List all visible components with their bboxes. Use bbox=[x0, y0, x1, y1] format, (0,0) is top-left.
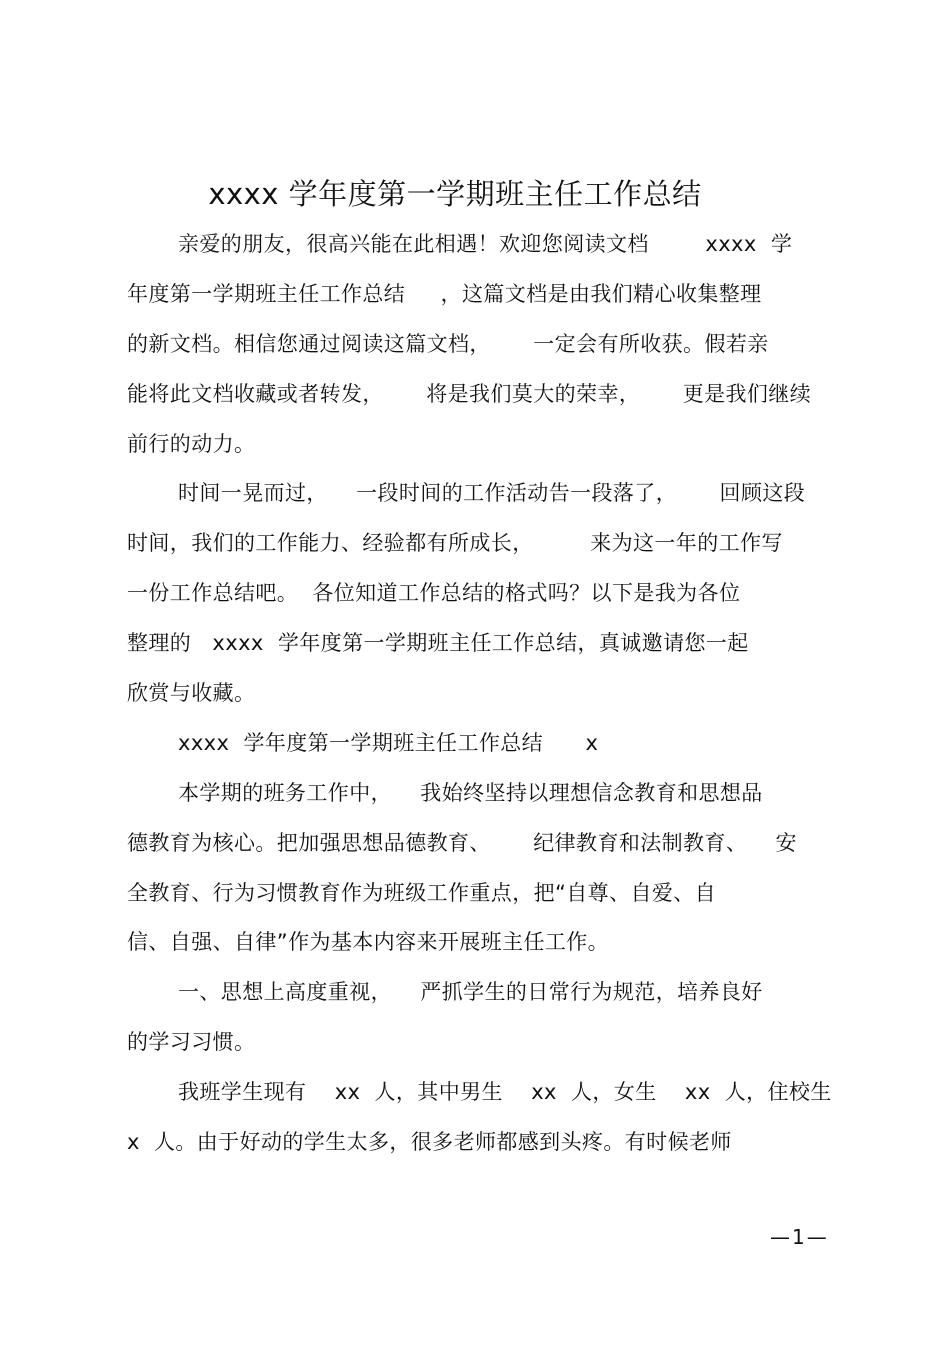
paragraph-line: 欣赏与收藏。 bbox=[127, 681, 256, 705]
paragraph-line: 的新文档。相信您通过阅读这篇文档， 一定会有所收获。假若亲 bbox=[127, 332, 769, 356]
paragraph-line: 我班学生现有 xx 人，其中男生 xx 人，女生 xx 人，住校生 bbox=[178, 1080, 832, 1104]
paragraph-line: 时间，我们的工作能力、经验都有所成长， 来为这一年的工作写 bbox=[127, 531, 783, 555]
paragraph-line: 德教育为核心。把加强思想品德教育、 纪律教育和法制教育、 安 bbox=[127, 831, 797, 855]
paragraph-line: x 人。由于好动的学生太多，很多老师都感到头疼。有时候老师 bbox=[127, 1130, 732, 1154]
paragraph-line: 整理的 xxxx 学年度第一学期班主任工作总结，真诚邀请您一起 bbox=[127, 631, 749, 655]
paragraph-line: 能将此文档收藏或者转发， 将是我们莫大的荣幸， 更是我们继续 bbox=[127, 382, 812, 406]
paragraph-line: 时间一晃而过， 一段时间的工作活动告一段落了， 回顾这段 bbox=[178, 481, 806, 505]
paragraph-line: 的学习习惯。 bbox=[127, 1030, 256, 1054]
document-title: xxxx 学年度第一学期班主任工作总结 bbox=[208, 177, 702, 211]
paragraph-line: 亲爱的朋友，很高兴能在此相遇！欢迎您阅读文档 xxxx 学 bbox=[178, 232, 793, 256]
paragraph-line: 前行的动力。 bbox=[127, 432, 256, 456]
paragraph-line: 信、自强、自律”作为基本内容来开展班主任工作。 bbox=[127, 930, 610, 954]
paragraph-line: 本学期的班务工作中， 我始终坚持以理想信念教育和思想品 bbox=[178, 781, 763, 805]
paragraph-line: 一份工作总结吧。 各位知道工作总结的格式吗？以下是我为各位 bbox=[127, 581, 741, 605]
paragraph-line: 年度第一学期班主任工作总结 ，这篇文档是由我们精心收集整理 bbox=[127, 282, 762, 306]
page-number: —1— bbox=[770, 1225, 829, 1249]
paragraph-line: 一、思想上高度重视， 严抓学生的日常行为规范，培养良好 bbox=[178, 980, 763, 1004]
paragraph-line: 全教育、行为习惯教育作为班级工作重点，把“自尊、自爱、自 bbox=[127, 881, 717, 905]
section-heading: xxxx 学年度第一学期班主任工作总结 x bbox=[178, 731, 599, 755]
